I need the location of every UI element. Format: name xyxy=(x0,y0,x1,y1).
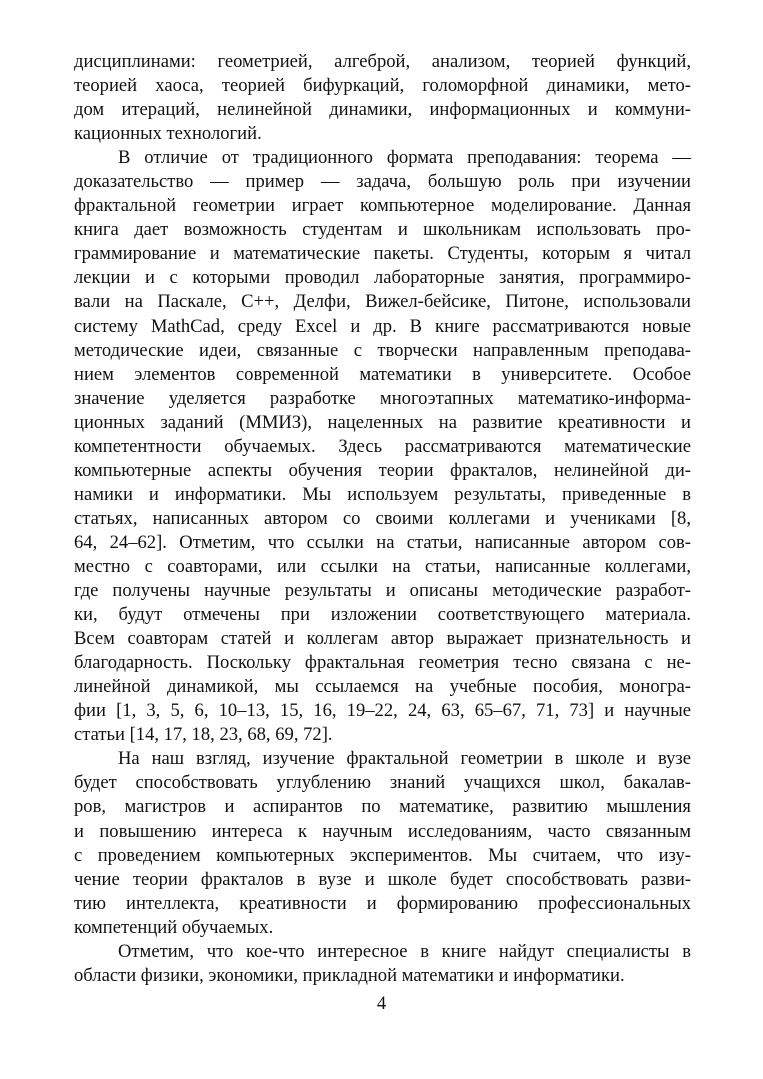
text-line: ционных заданий (ММИЗ), нацеленных на развитие креативности и xyxy=(74,411,691,433)
text-line: фрактальной геометрии играет компьютерное моделирование. Данная xyxy=(74,195,691,217)
text-line: вали на Паскале, C++, Делфи, Вижел-бейсике, Питоне, использовали xyxy=(74,291,691,313)
text-line: местно с соавторами, или ссылки на статьи, написанные коллегами, xyxy=(74,555,691,577)
text-line: будет способствовать углублению знаний учащихся школ, бакалав- xyxy=(74,772,691,794)
text-line: с проведением компьютерных экспериментов. Мы считаем, что изу- xyxy=(74,844,691,866)
text-line: В отличие от традиционного формата преподавания: теорема — xyxy=(118,147,691,169)
text-line: Всем соавторам статей и коллегам автор выражает признательность и xyxy=(74,628,691,650)
paragraph-2 xyxy=(74,146,691,747)
text-line: благодарность. Поскольку фрактальная геометрия тесно связана с не- xyxy=(74,652,691,674)
text-line: где получены научные результаты и описаны методические разработ- xyxy=(74,580,691,602)
text-line: статьях, написанных автором со своими коллегами и учениками [8, xyxy=(74,507,691,529)
text-line: статьи [14, 17, 18, 23, 68, 69, 72]. xyxy=(74,724,333,746)
page-number: 4 xyxy=(376,993,387,1014)
text-line: дисциплинами: геометрией, алгеброй, анализом, теорией функций, xyxy=(74,51,691,72)
text-line: компетентности обучаемых. Здесь рассматриваются математические xyxy=(74,435,691,457)
text-line: книга дает возможность студентам и школьникам использовать про- xyxy=(74,219,691,241)
text-line: На наш взгляд, изучение фрактальной геометрии в школе и вузе xyxy=(118,748,691,770)
paragraph-4 xyxy=(74,940,691,988)
text-line: тию интеллекта, креативности и формированию профессиональных xyxy=(74,892,691,914)
text-line: ров, магистров и аспирантов по математике, развитию мышления xyxy=(74,796,691,818)
text-line: методические идеи, связанные с творчески направленным преподава- xyxy=(74,339,691,361)
text-line: систему MathCad, среду Excel и др. В книге рассматриваются новые xyxy=(74,315,691,337)
paragraph-1 xyxy=(74,50,691,146)
text-line: Отметим, что кое-что интересное в книге найдут специалисты в xyxy=(118,940,691,962)
text-line: дом итераций, нелинейной динамики, информационных и коммуни- xyxy=(74,99,691,121)
text-line: ки, будут отмечены при изложении соответствующего материала. xyxy=(74,604,691,626)
text-line: компетенций обучаемых. xyxy=(74,916,274,938)
text-line: компьютерные аспекты обучения теории фракталов, нелинейной ди- xyxy=(74,459,691,481)
document-body xyxy=(74,50,691,988)
text-line: нием элементов современной математики в университете. Особое xyxy=(74,363,691,385)
text-line: чение теории фракталов в вузе и школе будет способствовать разви- xyxy=(74,868,691,890)
text-line: граммирование и математические пакеты. Студенты, которым я читал xyxy=(74,243,691,265)
text-line: фии [1, 3, 5, 6, 10–13, 15, 16, 19–22, 24, 63, 65–67, 71, 73] и научные xyxy=(74,700,691,722)
text-line: теорией хаоса, теорией бифуркаций, голоморфной динамики, мето- xyxy=(74,75,691,97)
text-line: линейной динамикой, мы ссылаемся на учебные пособия, моногра- xyxy=(74,676,691,698)
text-line: области физики, экономики, прикладной математики и информатики. xyxy=(74,964,625,986)
text-line: 64, 24–62]. Отметим, что ссылки на статьи, написанные автором сов- xyxy=(74,531,691,553)
paragraph-3 xyxy=(74,747,691,939)
text-line: кационных технологий. xyxy=(74,123,262,145)
text-line: значение уделяется разработке многоэтапных математико-информа- xyxy=(74,387,691,409)
text-line: лекции и с которыми проводил лабораторные занятия, программиро- xyxy=(74,267,691,289)
text-line: доказательство — пример — задача, большую роль при изучении xyxy=(74,171,691,193)
text-line: намики и информатики. Мы используем результаты, приведенные в xyxy=(74,483,691,505)
text-line: и повышению интереса к научным исследованиям, часто связанным xyxy=(74,820,691,842)
